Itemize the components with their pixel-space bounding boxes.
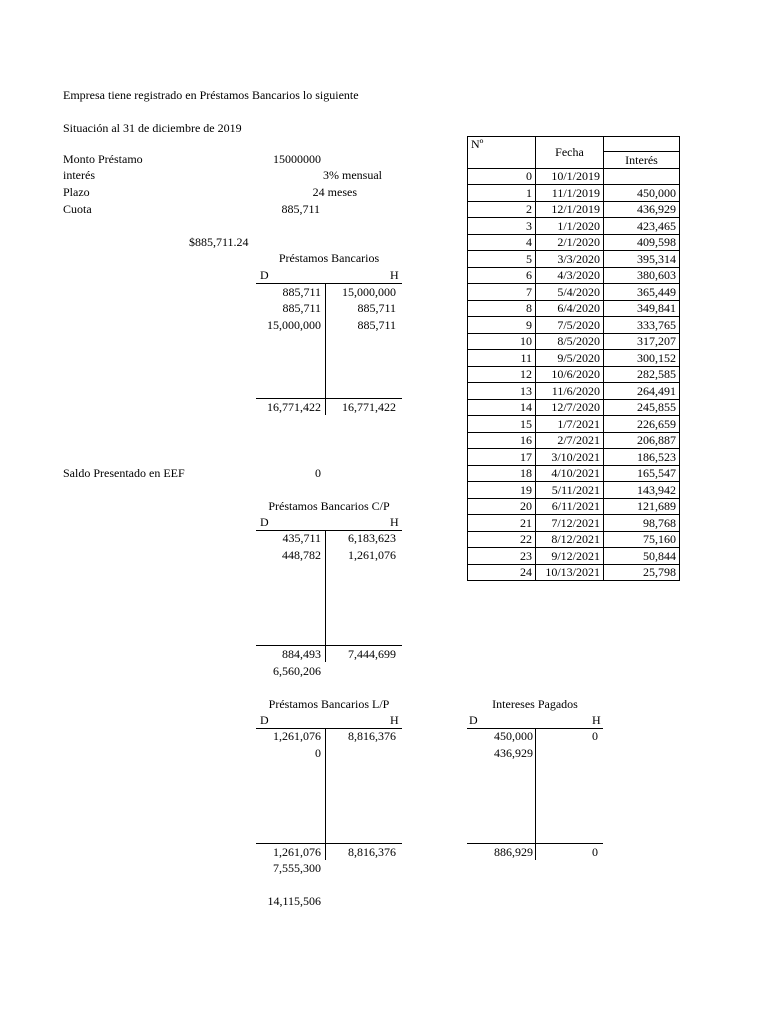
row-fecha: 3/3/2020 [536,251,604,268]
row-fecha: 11/6/2020 [536,383,604,400]
t-prestamos-total-line [256,398,402,399]
t-lp-total-d: 1,261,076 [273,845,321,859]
t-lp-total-h: 8,816,376 [348,845,396,859]
t-prestamos-title: Préstamos Bancarios [278,251,380,265]
t-cp-total-h: 7,444,699 [348,647,396,661]
t-lp-credit: 8,816,376 [348,729,396,743]
t-intereses-credit: 0 [592,729,598,743]
t-intereses-total-d: 886,929 [494,845,533,859]
row-interes: 25,798 [604,564,680,581]
row-fecha: 2/1/2020 [536,234,604,251]
table-row [468,201,680,218]
row-number: 2 [468,201,536,218]
t-prestamos-total-d: 16,771,422 [267,400,321,414]
plazo-value: 24 meses [312,185,357,199]
cuota-currency: $885,711.24 [189,235,249,249]
row-fecha: 11/1/2019 [536,185,604,202]
row-number: 21 [468,515,536,532]
table-row [468,234,680,251]
t-cp-debit: 435,711 [282,531,321,545]
saldo-label: Saldo Presentado en EEF [63,466,185,480]
row-fecha: 5/4/2020 [536,284,604,301]
row-interes: 450,000 [604,185,680,202]
table-row [468,416,680,433]
t-prestamos-debit: 885,711 [282,285,321,299]
table-row [468,498,680,515]
row-fecha: 3/10/2021 [536,449,604,466]
t-prestamos-d: D [260,268,269,282]
row-interes [604,168,680,185]
row-fecha: 4/10/2021 [536,465,604,482]
row-interes: 245,855 [604,399,680,416]
row-fecha: 6/4/2020 [536,300,604,317]
t-cp-credit: 1,261,076 [348,548,396,562]
row-number: 6 [468,267,536,284]
row-fecha: 5/11/2021 [536,482,604,499]
table-row [468,300,680,317]
t-lp-divider [325,728,326,860]
row-number: 22 [468,531,536,548]
t-lp-total-line [256,843,402,844]
t-intereses-d: D [469,713,478,727]
table-row [468,366,680,383]
row-fecha: 8/5/2020 [536,333,604,350]
row-fecha: 7/5/2020 [536,317,604,334]
row-fecha: 9/5/2020 [536,350,604,367]
t-cp-title: Préstamos Bancarios C/P [268,499,390,513]
table-row [468,333,680,350]
row-number: 3 [468,218,536,235]
row-fecha: 4/3/2020 [536,267,604,284]
t-lp-balance: 7,555,300 [273,861,321,875]
situation-text: Situación al 31 de diciembre de 2019 [63,121,242,135]
t-cp-debit: 448,782 [282,548,321,562]
t-lp-debit: 1,261,076 [273,729,321,743]
row-number: 8 [468,300,536,317]
row-fecha: 1/1/2020 [536,218,604,235]
t-prestamos-debit: 15,000,000 [267,318,321,332]
table-row [468,515,680,532]
row-fecha: 1/7/2021 [536,416,604,433]
row-number: 10 [468,333,536,350]
row-interes: 349,841 [604,300,680,317]
table-row [468,531,680,548]
t-prestamos-h: H [390,268,399,282]
row-number: 1 [468,185,536,202]
row-number: 9 [468,317,536,334]
row-interes: 395,314 [604,251,680,268]
header-interes: Interés [604,152,680,169]
row-fecha: 12/7/2020 [536,399,604,416]
row-number: 17 [468,449,536,466]
row-interes: 423,465 [604,218,680,235]
row-interes: 121,689 [604,498,680,515]
t-cp-total-line [256,645,402,646]
t-intereses-debit: 450,000 [494,729,533,743]
row-fecha: 9/12/2021 [536,548,604,565]
header-n: Nº [468,137,536,169]
table-row [468,548,680,565]
t-lp-grand-total: 14,115,506 [267,894,321,908]
row-interes: 98,768 [604,515,680,532]
t-intereses-debit: 436,929 [494,746,533,760]
monto-label: Monto Préstamo [63,152,143,166]
row-number: 18 [468,465,536,482]
cuota-value: 885,711 [281,202,320,216]
table-row [468,168,680,185]
cuota-label: Cuota [63,202,92,216]
row-interes: 206,887 [604,432,680,449]
row-number: 20 [468,498,536,515]
monto-value: 15000000 [273,152,321,166]
table-row [468,432,680,449]
row-interes: 50,844 [604,548,680,565]
row-interes: 165,547 [604,465,680,482]
plazo-label: Plazo [63,185,90,199]
row-number: 7 [468,284,536,301]
t-lp-d: D [260,713,269,727]
row-interes: 333,765 [604,317,680,334]
row-interes: 365,449 [604,284,680,301]
intro-text: Empresa tiene registrado en Préstamos Bancarios lo siguiente [63,88,359,102]
table-row [468,218,680,235]
t-lp-h: H [390,713,399,727]
row-fecha: 7/12/2021 [536,515,604,532]
table-row [468,350,680,367]
amortization-table [467,136,680,581]
table-row [468,251,680,268]
row-interes: 317,207 [604,333,680,350]
t-prestamos-credit: 885,711 [357,318,396,332]
row-fecha: 8/12/2021 [536,531,604,548]
table-row [468,284,680,301]
saldo-value: 0 [315,466,321,480]
row-interes: 282,585 [604,366,680,383]
row-interes: 409,598 [604,234,680,251]
row-fecha: 10/13/2021 [536,564,604,581]
row-number: 4 [468,234,536,251]
header-blank [604,137,680,152]
row-fecha: 6/11/2021 [536,498,604,515]
t-prestamos-credit: 885,711 [357,301,396,315]
t-prestamos-debit: 885,711 [282,301,321,315]
row-fecha: 2/7/2021 [536,432,604,449]
row-number: 19 [468,482,536,499]
t-lp-title: Préstamos Bancarios L/P [268,697,390,711]
t-cp-balance: 6,560,206 [273,664,321,678]
table-row [468,564,680,581]
table-row [468,185,680,202]
row-interes: 300,152 [604,350,680,367]
t-lp-debit: 0 [315,746,321,760]
t-cp-credit: 6,183,623 [348,531,396,545]
row-interes: 186,523 [604,449,680,466]
t-prestamos-credit: 15,000,000 [342,285,396,299]
row-interes: 380,603 [604,267,680,284]
table-row [468,383,680,400]
row-fecha: 10/6/2020 [536,366,604,383]
interes-value: 3% mensual [323,168,382,182]
row-number: 11 [468,350,536,367]
table-row [468,482,680,499]
row-number: 5 [468,251,536,268]
row-number: 0 [468,168,536,185]
t-intereses-total-line [467,843,603,844]
row-number: 23 [468,548,536,565]
t-intereses-h: H [592,713,601,727]
row-interes: 226,659 [604,416,680,433]
row-interes: 75,160 [604,531,680,548]
t-intereses-total-h: 0 [592,845,598,859]
row-fecha: 12/1/2019 [536,201,604,218]
t-cp-d: D [260,515,269,529]
header-fecha: Fecha [536,137,604,169]
row-number: 12 [468,366,536,383]
t-cp-total-d: 884,493 [282,647,321,661]
row-interes: 436,929 [604,201,680,218]
table-row [468,267,680,284]
row-interes: 143,942 [604,482,680,499]
table-row [468,399,680,416]
interes-label: interés [63,168,95,182]
row-number: 13 [468,383,536,400]
t-intereses-title: Intereses Pagados [492,697,578,711]
t-prestamos-total-h: 16,771,422 [342,400,396,414]
t-cp-h: H [390,515,399,529]
row-number: 15 [468,416,536,433]
table-row [468,465,680,482]
row-fecha: 10/1/2019 [536,168,604,185]
t-prestamos-top-line [256,283,402,284]
table-header-row [468,137,680,152]
row-interes: 264,491 [604,383,680,400]
table-row [468,317,680,334]
row-number: 14 [468,399,536,416]
t-intereses-divider [535,728,536,860]
row-number: 24 [468,564,536,581]
row-number: 16 [468,432,536,449]
table-row [468,449,680,466]
